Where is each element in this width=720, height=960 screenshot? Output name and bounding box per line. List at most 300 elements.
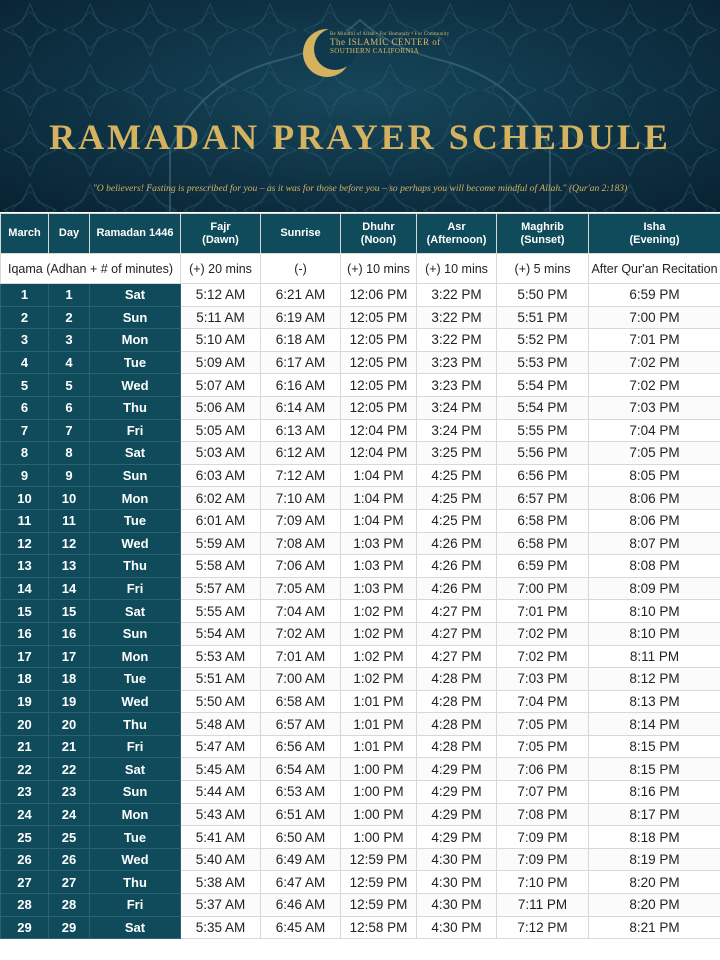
table-cell: 14 (49, 577, 90, 600)
table-cell: 12:05 PM (341, 396, 417, 419)
table-cell: Thu (90, 713, 181, 736)
table-cell: 3 (1, 329, 49, 352)
column-header-label: Ramadan 1446 (96, 227, 174, 239)
column-header (90, 214, 181, 254)
table-cell: 29 (49, 916, 90, 939)
table-cell: 7:09 AM (261, 509, 341, 532)
table-cell: 3:24 PM (417, 419, 497, 442)
table-cell: 26 (1, 848, 49, 871)
table-row (1, 419, 720, 442)
table-cell: 5:51 PM (497, 306, 589, 329)
table-row (1, 509, 720, 532)
table-cell: 4:26 PM (417, 555, 497, 578)
logo-text (330, 32, 450, 55)
table-cell: Thu (90, 396, 181, 419)
column-header-sublabel: (Evening) (629, 233, 680, 246)
table-cell: 12:05 PM (341, 329, 417, 352)
table-cell: 17 (1, 645, 49, 668)
table-cell: Mon (90, 645, 181, 668)
table-cell: 7:08 AM (261, 532, 341, 555)
table-cell: 12:59 PM (341, 894, 417, 917)
table-cell: 4:25 PM (417, 487, 497, 510)
table-cell: 5:44 AM (181, 781, 261, 804)
table-cell: 12:58 PM (341, 916, 417, 939)
table-cell: 6:45 AM (261, 916, 341, 939)
table-row (1, 871, 720, 894)
table-cell: 1:03 PM (341, 577, 417, 600)
table-cell: 8 (49, 442, 90, 465)
table-cell: 8:06 PM (589, 487, 720, 510)
iqama-cell: (+) 10 mins (417, 254, 497, 284)
column-header-label: Sunrise (280, 227, 321, 239)
table-cell: 19 (1, 690, 49, 713)
table-cell: 4 (49, 351, 90, 374)
column-header-label: Maghrib (521, 220, 564, 233)
table-cell: 6:53 AM (261, 781, 341, 804)
table-cell: 4:29 PM (417, 826, 497, 849)
table-cell: Sat (90, 442, 181, 465)
table-row (1, 600, 720, 623)
table-cell: Sat (90, 284, 181, 307)
table-cell: 28 (1, 894, 49, 917)
table-cell: 7:12 AM (261, 464, 341, 487)
table-cell: 12:05 PM (341, 374, 417, 397)
table-cell: 7:05 AM (261, 577, 341, 600)
column-header-label: March (8, 227, 41, 239)
table-cell: 8:20 PM (589, 894, 720, 917)
table-cell: 3 (49, 329, 90, 352)
table-cell: 8:06 PM (589, 509, 720, 532)
table-cell: 22 (1, 758, 49, 781)
table-cell: 4:27 PM (417, 622, 497, 645)
table-cell: 7:02 PM (497, 622, 589, 645)
table-cell: 7:00 PM (497, 577, 589, 600)
table-cell: 1:04 PM (341, 487, 417, 510)
table-cell: 1:00 PM (341, 803, 417, 826)
iqama-cell: (+) 10 mins (341, 254, 417, 284)
table-cell: 28 (49, 894, 90, 917)
table-cell: 7:09 PM (497, 848, 589, 871)
table-cell: 7:02 PM (589, 374, 720, 397)
table-row (1, 464, 720, 487)
table-cell: 6:18 AM (261, 329, 341, 352)
table-cell: 1:02 PM (341, 668, 417, 691)
table-cell: 4:28 PM (417, 735, 497, 758)
column-header-label: Day (58, 227, 80, 239)
table-cell: 3:23 PM (417, 374, 497, 397)
table-cell: 12:05 PM (341, 351, 417, 374)
table-cell: 27 (1, 871, 49, 894)
table-cell: 4:29 PM (417, 803, 497, 826)
table-cell: Tue (90, 509, 181, 532)
table-cell: Tue (90, 668, 181, 691)
table-cell: 6:14 AM (261, 396, 341, 419)
table-row (1, 577, 720, 600)
table-cell: 6:51 AM (261, 803, 341, 826)
table-cell: 6:21 AM (261, 284, 341, 307)
table-cell: 4:30 PM (417, 916, 497, 939)
table-cell: 5:12 AM (181, 284, 261, 307)
table-cell: Wed (90, 374, 181, 397)
table-cell: 8:17 PM (589, 803, 720, 826)
table-cell: 1:01 PM (341, 690, 417, 713)
table-cell: 2 (49, 306, 90, 329)
table-cell: 8:10 PM (589, 622, 720, 645)
table-cell: 13 (49, 555, 90, 578)
table-cell: 12:59 PM (341, 871, 417, 894)
table-cell: Sun (90, 464, 181, 487)
table-cell: 3:25 PM (417, 442, 497, 465)
table-row (1, 442, 720, 465)
iqama-cell: (-) (261, 254, 341, 284)
table-cell: 4:30 PM (417, 871, 497, 894)
table-cell: 5:48 AM (181, 713, 261, 736)
table-cell: 8:09 PM (589, 577, 720, 600)
table-cell: 5 (1, 374, 49, 397)
table-row (1, 668, 720, 691)
table-row (1, 758, 720, 781)
table-cell: 1:04 PM (341, 464, 417, 487)
table-cell: 23 (1, 781, 49, 804)
table-cell: 5:55 AM (181, 600, 261, 623)
table-row (1, 894, 720, 917)
quran-verse: "O believers! Fasting is prescribed for you – as it was for those before you – so perhaps you will become mindful of Allah." (Qur'an 2:183) (92, 183, 628, 194)
table-cell: 5:56 PM (497, 442, 589, 465)
table-cell: 7:11 PM (497, 894, 589, 917)
column-header-sublabel: (Afternoon) (426, 233, 487, 246)
table-cell: 4:27 PM (417, 600, 497, 623)
table-cell: 4:28 PM (417, 690, 497, 713)
table-cell: 6:46 AM (261, 894, 341, 917)
table-cell: 6:56 PM (497, 464, 589, 487)
table-cell: 6:59 PM (589, 284, 720, 307)
table-cell: Tue (90, 826, 181, 849)
table-cell: 1:00 PM (341, 826, 417, 849)
table-cell: 1:01 PM (341, 735, 417, 758)
table-row (1, 306, 720, 329)
table-cell: 13 (1, 555, 49, 578)
table-cell: 3:22 PM (417, 329, 497, 352)
table-cell: 6:59 PM (497, 555, 589, 578)
table-cell: 24 (49, 803, 90, 826)
table-cell: 3:24 PM (417, 396, 497, 419)
table-row (1, 848, 720, 871)
table-row (1, 622, 720, 645)
table-cell: 5:37 AM (181, 894, 261, 917)
table-cell: 12:59 PM (341, 848, 417, 871)
table-row (1, 329, 720, 352)
table-cell: 8:12 PM (589, 668, 720, 691)
column-header (497, 214, 589, 254)
table-cell: 5:43 AM (181, 803, 261, 826)
column-header-label: Asr (447, 220, 466, 233)
table-cell: 16 (1, 622, 49, 645)
column-header-sublabel: (Sunset) (520, 233, 565, 246)
table-cell: 4:26 PM (417, 577, 497, 600)
table-cell: 1:00 PM (341, 781, 417, 804)
table-cell: 7:05 PM (497, 713, 589, 736)
table-cell: 7:02 PM (497, 645, 589, 668)
table-cell: 7:01 AM (261, 645, 341, 668)
table-cell: 6:03 AM (181, 464, 261, 487)
table-row (1, 826, 720, 849)
table-cell: 1 (1, 284, 49, 307)
table-cell: Thu (90, 871, 181, 894)
table-cell: 26 (49, 848, 90, 871)
table-cell: 23 (49, 781, 90, 804)
column-header-sublabel: (Dawn) (202, 233, 239, 246)
table-cell: 7 (49, 419, 90, 442)
table-cell: 7:03 PM (589, 396, 720, 419)
table-cell: 8:15 PM (589, 758, 720, 781)
table-cell: 6:58 AM (261, 690, 341, 713)
table-cell: Sun (90, 306, 181, 329)
table-cell: 12:05 PM (341, 306, 417, 329)
table-cell: 5:10 AM (181, 329, 261, 352)
table-header-row (1, 214, 720, 254)
table-cell: 7 (1, 419, 49, 442)
table-cell: 5:55 PM (497, 419, 589, 442)
table-cell: Tue (90, 351, 181, 374)
table-cell: 4:25 PM (417, 509, 497, 532)
table-cell: 5:05 AM (181, 419, 261, 442)
table-row (1, 284, 720, 307)
table-cell: 1:03 PM (341, 555, 417, 578)
table-cell: 8:18 PM (589, 826, 720, 849)
table-cell: 14 (1, 577, 49, 600)
page-title: RAMADAN PRAYER SCHEDULE (49, 117, 671, 157)
table-cell: 5:03 AM (181, 442, 261, 465)
table-cell: Sun (90, 622, 181, 645)
table-cell: 5:06 AM (181, 396, 261, 419)
table-cell: 5:50 PM (497, 284, 589, 307)
table-cell: 7:01 PM (497, 600, 589, 623)
table-cell: 7:06 PM (497, 758, 589, 781)
table-row (1, 487, 720, 510)
table-cell: Thu (90, 555, 181, 578)
logo-tagline: Be Mindful of Allah • For Humanity • For Community (330, 32, 450, 37)
table-row (1, 690, 720, 713)
table-cell: 6:12 AM (261, 442, 341, 465)
table-cell: 4:29 PM (417, 781, 497, 804)
table-cell: Fri (90, 419, 181, 442)
table-cell: 10 (49, 487, 90, 510)
table-cell: 1 (49, 284, 90, 307)
table-cell: 5:41 AM (181, 826, 261, 849)
table-cell: 7:05 PM (589, 442, 720, 465)
table-cell: 5:35 AM (181, 916, 261, 939)
table-cell: 15 (1, 600, 49, 623)
table-cell: 20 (1, 713, 49, 736)
table-cell: 21 (49, 735, 90, 758)
table-cell: 6 (1, 396, 49, 419)
table-cell: 4 (1, 351, 49, 374)
table-cell: 4:30 PM (417, 848, 497, 871)
table-cell: 6:13 AM (261, 419, 341, 442)
table-cell: 20 (49, 713, 90, 736)
table-cell: 7:01 PM (589, 329, 720, 352)
table-row (1, 735, 720, 758)
table-cell: 7:03 PM (497, 668, 589, 691)
table-cell: 7:04 PM (497, 690, 589, 713)
table-cell: 8:07 PM (589, 532, 720, 555)
table-cell: 3:22 PM (417, 284, 497, 307)
table-cell: 18 (1, 668, 49, 691)
logo-location: SOUTHERN CALIFORNIA (330, 47, 420, 55)
table-cell: 5:07 AM (181, 374, 261, 397)
table-cell: 7:00 AM (261, 668, 341, 691)
table-row (1, 555, 720, 578)
column-header (181, 214, 261, 254)
column-header (417, 214, 497, 254)
table-cell: Fri (90, 894, 181, 917)
iqama-cell: (+) 20 mins (181, 254, 261, 284)
table-cell: 15 (49, 600, 90, 623)
table-row (1, 781, 720, 804)
iqama-cell: After Qur'an Recitation (589, 254, 720, 284)
table-cell: Fri (90, 577, 181, 600)
table-cell: 12:04 PM (341, 419, 417, 442)
table-cell: 7:07 PM (497, 781, 589, 804)
table-cell: 7:12 PM (497, 916, 589, 939)
table-cell: 1:04 PM (341, 509, 417, 532)
table-cell: 4:30 PM (417, 894, 497, 917)
table-cell: 11 (1, 509, 49, 532)
table-cell: 7:08 PM (497, 803, 589, 826)
table-cell: 6:56 AM (261, 735, 341, 758)
table-cell: 19 (49, 690, 90, 713)
table-cell: 6 (49, 396, 90, 419)
table-cell: Mon (90, 487, 181, 510)
column-header-sublabel: (Noon) (360, 233, 397, 246)
table-cell: 3:22 PM (417, 306, 497, 329)
table-cell: 8:15 PM (589, 735, 720, 758)
table-row (1, 351, 720, 374)
table-cell: 5:54 PM (497, 396, 589, 419)
table-cell: 5:57 AM (181, 577, 261, 600)
column-header (49, 214, 90, 254)
table-cell: 6:50 AM (261, 826, 341, 849)
table-cell: 6:19 AM (261, 306, 341, 329)
column-header-label: Dhuhr (362, 220, 395, 233)
table-cell: 5:52 PM (497, 329, 589, 352)
table-cell: 1:00 PM (341, 758, 417, 781)
table-cell: 8:16 PM (589, 781, 720, 804)
table-cell: 6:54 AM (261, 758, 341, 781)
table-cell: 6:01 AM (181, 509, 261, 532)
table-cell: 8:21 PM (589, 916, 720, 939)
table-cell: 6:58 PM (497, 532, 589, 555)
table-cell: 8:10 PM (589, 600, 720, 623)
table-cell: Sun (90, 781, 181, 804)
table-cell: 12:04 PM (341, 442, 417, 465)
table-cell: 8:05 PM (589, 464, 720, 487)
table-cell: 12:06 PM (341, 284, 417, 307)
iqama-label: Iqama (Adhan + # of minutes) (1, 254, 181, 284)
table-cell: 12 (1, 532, 49, 555)
column-header (341, 214, 417, 254)
table-cell: 6:47 AM (261, 871, 341, 894)
table-cell: 7:09 PM (497, 826, 589, 849)
table-cell: 8:11 PM (589, 645, 720, 668)
table-row (1, 803, 720, 826)
table-cell: 5:45 AM (181, 758, 261, 781)
prayer-schedule-table (0, 213, 720, 939)
iqama-row (1, 254, 720, 284)
column-header (1, 214, 49, 254)
table-cell: 5:51 AM (181, 668, 261, 691)
table-cell: 9 (49, 464, 90, 487)
table-cell: Fri (90, 735, 181, 758)
table-cell: 4:25 PM (417, 464, 497, 487)
table-cell: 18 (49, 668, 90, 691)
table-cell: 8:20 PM (589, 871, 720, 894)
table-cell: 8:19 PM (589, 848, 720, 871)
column-header-label: Fajr (210, 220, 231, 233)
table-cell: 5:53 AM (181, 645, 261, 668)
table-cell: 6:57 AM (261, 713, 341, 736)
table-cell: 7:10 AM (261, 487, 341, 510)
table-cell: 9 (1, 464, 49, 487)
table-cell: 17 (49, 645, 90, 668)
table-cell: Sat (90, 600, 181, 623)
table-cell: 5:59 AM (181, 532, 261, 555)
table-cell: 4:27 PM (417, 645, 497, 668)
table-cell: Wed (90, 690, 181, 713)
table-cell: 5:11 AM (181, 306, 261, 329)
table-cell: 5:09 AM (181, 351, 261, 374)
table-cell: 5:50 AM (181, 690, 261, 713)
column-header (261, 214, 341, 254)
table-cell: 5:40 AM (181, 848, 261, 871)
table-cell: 25 (49, 826, 90, 849)
table-cell: 7:02 AM (261, 622, 341, 645)
table-cell: 7:05 PM (497, 735, 589, 758)
table-row (1, 532, 720, 555)
table-cell: 4:26 PM (417, 532, 497, 555)
table-cell: 5:47 AM (181, 735, 261, 758)
table-cell: 5:54 PM (497, 374, 589, 397)
table-cell: 11 (49, 509, 90, 532)
column-header-label: Isha (643, 220, 666, 233)
table-cell: 4:29 PM (417, 758, 497, 781)
column-header (589, 214, 720, 254)
table-row (1, 713, 720, 736)
table-cell: 8:08 PM (589, 555, 720, 578)
table-cell: 6:02 AM (181, 487, 261, 510)
table-cell: 7:00 PM (589, 306, 720, 329)
table-row (1, 374, 720, 397)
table-cell: 6:17 AM (261, 351, 341, 374)
table-cell: 6:16 AM (261, 374, 341, 397)
logo-name: The ISLAMIC CENTER of (330, 37, 441, 47)
table-cell: 5:54 AM (181, 622, 261, 645)
table-cell: 21 (1, 735, 49, 758)
table-cell: 8:13 PM (589, 690, 720, 713)
table-cell: 1:02 PM (341, 622, 417, 645)
table-cell: 29 (1, 916, 49, 939)
table-cell: Mon (90, 329, 181, 352)
table-cell: Wed (90, 532, 181, 555)
table-cell: Mon (90, 803, 181, 826)
table-cell: 6:58 PM (497, 509, 589, 532)
table-cell: 5:53 PM (497, 351, 589, 374)
table-cell: 5 (49, 374, 90, 397)
table-cell: 7:04 AM (261, 600, 341, 623)
table-cell: 3:23 PM (417, 351, 497, 374)
table-row (1, 645, 720, 668)
table-row (1, 916, 720, 939)
